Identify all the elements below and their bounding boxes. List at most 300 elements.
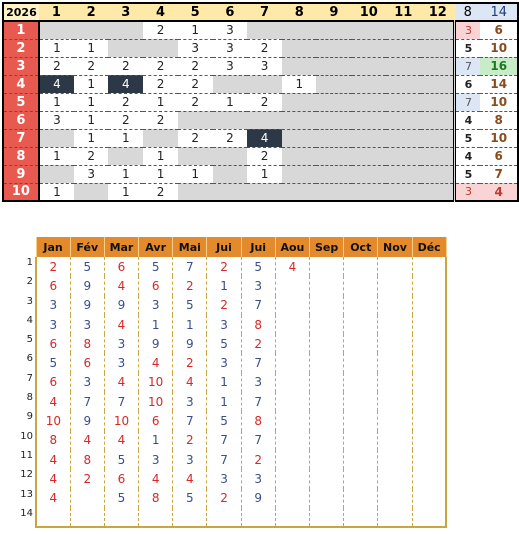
month-cell[interactable] <box>275 373 309 392</box>
month-cell[interactable] <box>275 450 309 469</box>
grid-cell[interactable] <box>316 93 351 111</box>
month-cell[interactable] <box>310 373 344 392</box>
month-cell[interactable]: 4 <box>36 392 70 411</box>
month-cell[interactable] <box>275 334 309 353</box>
grid-cell[interactable]: 1 <box>108 183 143 201</box>
month-cell[interactable] <box>378 296 412 315</box>
grid-cell[interactable]: 1 <box>74 129 108 147</box>
grid-cell[interactable] <box>282 111 316 129</box>
grid-cell[interactable] <box>316 111 351 129</box>
grid-cell[interactable] <box>178 147 213 165</box>
month-cell[interactable] <box>412 411 446 430</box>
month-cell[interactable]: 3 <box>104 334 138 353</box>
grid-cell[interactable] <box>352 39 386 57</box>
month-cell[interactable]: 5 <box>36 353 70 372</box>
month-cell[interactable] <box>412 489 446 508</box>
month-cell[interactable] <box>275 489 309 508</box>
grid-cell[interactable] <box>247 21 282 39</box>
grid-cell[interactable] <box>352 111 386 129</box>
month-cell[interactable]: 9 <box>70 296 104 315</box>
month-cell[interactable] <box>344 508 378 527</box>
month-cell[interactable]: 8 <box>139 489 173 508</box>
month-cell[interactable]: 1 <box>139 431 173 450</box>
grid-cell[interactable] <box>282 147 316 165</box>
grid-cell[interactable] <box>352 75 386 93</box>
month-cell[interactable] <box>344 450 378 469</box>
month-cell[interactable]: 4 <box>104 431 138 450</box>
month-cell[interactable]: 2 <box>173 353 207 372</box>
row-count: 5 <box>455 129 480 147</box>
month-cell[interactable]: 3 <box>173 450 207 469</box>
month-cell[interactable]: 2 <box>173 431 207 450</box>
month-cell[interactable] <box>310 508 344 527</box>
month-cell[interactable]: 5 <box>104 450 138 469</box>
month-cell[interactable]: 3 <box>173 392 207 411</box>
month-cell[interactable]: 6 <box>139 411 173 430</box>
month-cell[interactable] <box>412 296 446 315</box>
grid-cell[interactable] <box>386 111 420 129</box>
month-cell[interactable] <box>310 392 344 411</box>
month-row <box>20 392 446 411</box>
grid-cell[interactable] <box>386 75 420 93</box>
month-cell[interactable]: 9 <box>173 334 207 353</box>
month-cell[interactable] <box>275 411 309 430</box>
grid-cell[interactable] <box>39 165 74 183</box>
summary-header-count: 8 <box>455 3 480 21</box>
month-cell[interactable]: 4 <box>70 431 104 450</box>
grid-cell[interactable] <box>386 183 420 201</box>
month-cell[interactable] <box>378 334 412 353</box>
month-cell[interactable]: 2 <box>241 450 275 469</box>
month-cell[interactable] <box>378 450 412 469</box>
month-cell[interactable] <box>344 334 378 353</box>
month-cell[interactable] <box>412 373 446 392</box>
month-cell[interactable]: 1 <box>139 315 173 334</box>
month-cell[interactable]: 4 <box>139 469 173 488</box>
month-cell[interactable]: 9 <box>70 411 104 430</box>
grid-cell[interactable] <box>316 147 351 165</box>
month-cell[interactable] <box>275 469 309 488</box>
month-cell[interactable]: 7 <box>173 257 207 276</box>
month-cell[interactable]: 7 <box>241 392 275 411</box>
month-cell[interactable]: 3 <box>104 353 138 372</box>
grid-cell[interactable]: 2 <box>143 21 177 39</box>
month-cell[interactable] <box>207 508 241 527</box>
grid-cell[interactable] <box>282 57 316 75</box>
month-cell[interactable]: 10 <box>36 411 70 430</box>
month-cell[interactable]: 3 <box>70 373 104 392</box>
grid-cell[interactable] <box>352 21 386 39</box>
grid-cell[interactable] <box>352 57 386 75</box>
grid-cell[interactable] <box>386 21 420 39</box>
month-cell[interactable] <box>275 315 309 334</box>
grid-cell[interactable]: 3 <box>74 165 108 183</box>
grid-cell[interactable] <box>143 39 177 57</box>
month-cell[interactable] <box>344 296 378 315</box>
grid-cell[interactable] <box>74 183 108 201</box>
grid-cell[interactable] <box>282 183 316 201</box>
month-cell[interactable]: 10 <box>139 392 173 411</box>
grid-cell[interactable] <box>386 93 420 111</box>
grid-cell[interactable] <box>421 57 455 75</box>
month-cell[interactable] <box>378 353 412 372</box>
month-cell[interactable] <box>275 276 309 295</box>
month-cell[interactable]: 3 <box>241 469 275 488</box>
grid-cell[interactable]: 1 <box>143 147 177 165</box>
grid-cell[interactable]: 2 <box>178 57 213 75</box>
month-cell[interactable] <box>412 257 446 276</box>
month-cell[interactable] <box>412 450 446 469</box>
grid-cell[interactable]: 1 <box>178 165 213 183</box>
month-cell[interactable] <box>378 392 412 411</box>
month-cell[interactable]: 4 <box>104 276 138 295</box>
grid-cell[interactable] <box>352 129 386 147</box>
month-cell[interactable] <box>310 450 344 469</box>
month-cell[interactable]: 9 <box>139 334 173 353</box>
month-cell[interactable] <box>378 411 412 430</box>
grid-cell[interactable]: 4 <box>108 75 143 93</box>
month-cell[interactable]: 4 <box>36 450 70 469</box>
grid-cell[interactable]: 4 <box>39 75 74 93</box>
grid-cell[interactable]: 2 <box>143 75 177 93</box>
grid-cell[interactable] <box>421 111 455 129</box>
month-cell[interactable] <box>344 257 378 276</box>
grid-cell[interactable]: 1 <box>143 93 177 111</box>
grid-cell[interactable]: 3 <box>213 21 247 39</box>
grid-cell[interactable] <box>213 75 247 93</box>
grid-cell[interactable] <box>108 21 143 39</box>
month-cell[interactable] <box>275 353 309 372</box>
grid-cell[interactable]: 1 <box>143 165 177 183</box>
month-row <box>20 276 446 295</box>
grid-cell[interactable]: 1 <box>74 111 108 129</box>
grid-cell[interactable] <box>213 111 247 129</box>
month-cell[interactable]: 6 <box>70 353 104 372</box>
month-cell[interactable] <box>378 489 412 508</box>
month-header-row <box>20 237 446 257</box>
grid-cell[interactable]: 1 <box>39 147 74 165</box>
grid-cell[interactable]: 1 <box>213 93 247 111</box>
grid-cell[interactable]: 2 <box>178 129 213 147</box>
grid-cell[interactable] <box>316 165 351 183</box>
month-cell[interactable]: 5 <box>173 296 207 315</box>
month-cell[interactable]: 2 <box>173 276 207 295</box>
grid-cell[interactable] <box>352 183 386 201</box>
month-cell[interactable]: 4 <box>104 373 138 392</box>
grid-cell[interactable] <box>282 21 316 39</box>
grid-cell[interactable]: 2 <box>247 93 282 111</box>
month-cell[interactable] <box>344 489 378 508</box>
grid-cell[interactable]: 1 <box>39 39 74 57</box>
month-cell[interactable]: 3 <box>70 315 104 334</box>
grid-cell[interactable] <box>421 21 455 39</box>
month-cell[interactable] <box>310 489 344 508</box>
month-cell[interactable] <box>378 315 412 334</box>
grid-cell[interactable]: 2 <box>108 111 143 129</box>
grid-cell[interactable] <box>282 93 316 111</box>
grid-cell[interactable] <box>316 57 351 75</box>
month-cell[interactable]: 8 <box>241 315 275 334</box>
grid-cell[interactable] <box>74 21 108 39</box>
month-cell[interactable]: 3 <box>36 315 70 334</box>
grid-cell[interactable] <box>213 183 247 201</box>
month-cell[interactable] <box>412 334 446 353</box>
month-cell[interactable]: 5 <box>70 257 104 276</box>
grid-cell[interactable] <box>316 39 351 57</box>
month-cell[interactable] <box>378 373 412 392</box>
month-cell[interactable]: 10 <box>139 373 173 392</box>
grid-cell[interactable]: 2 <box>74 57 108 75</box>
grid-cell[interactable]: 2 <box>247 39 282 57</box>
grid-cell[interactable] <box>39 21 74 39</box>
month-cell[interactable]: 7 <box>241 353 275 372</box>
month-cell[interactable]: 3 <box>207 315 241 334</box>
grid-cell[interactable] <box>143 129 177 147</box>
grid-cell[interactable] <box>386 165 420 183</box>
month-cell[interactable] <box>310 469 344 488</box>
grid-cell[interactable] <box>316 129 351 147</box>
grid-cell[interactable] <box>352 93 386 111</box>
month-cell[interactable] <box>344 431 378 450</box>
month-cell[interactable]: 9 <box>241 489 275 508</box>
grid-cell[interactable] <box>247 111 282 129</box>
grid-cell[interactable] <box>352 147 386 165</box>
grid-cell[interactable]: 2 <box>143 183 177 201</box>
month-cell[interactable] <box>310 296 344 315</box>
month-cell[interactable]: 4 <box>36 469 70 488</box>
month-cell[interactable] <box>344 373 378 392</box>
month-cell[interactable]: 4 <box>139 353 173 372</box>
month-cell[interactable]: 7 <box>70 392 104 411</box>
month-cell[interactable]: 4 <box>173 373 207 392</box>
grid-cell[interactable]: 2 <box>213 129 247 147</box>
grid-cell[interactable]: 4 <box>247 129 282 147</box>
grid-cell[interactable] <box>108 39 143 57</box>
month-cell[interactable]: 4 <box>173 469 207 488</box>
month-cell[interactable]: 3 <box>139 296 173 315</box>
month-cell[interactable] <box>275 392 309 411</box>
month-cell[interactable] <box>412 276 446 295</box>
month-cell[interactable]: 7 <box>207 431 241 450</box>
month-cell[interactable] <box>412 508 446 527</box>
month-cell[interactable] <box>412 315 446 334</box>
month-cell[interactable]: 8 <box>36 431 70 450</box>
grid-cell[interactable] <box>316 75 351 93</box>
month-cell[interactable]: 8 <box>70 334 104 353</box>
month-cell[interactable] <box>275 296 309 315</box>
month-cell[interactable]: 4 <box>36 489 70 508</box>
month-cell[interactable]: 5 <box>104 489 138 508</box>
grid-cell[interactable] <box>386 39 420 57</box>
month-cell[interactable]: 2 <box>241 334 275 353</box>
grid-cell[interactable]: 3 <box>178 39 213 57</box>
grid-cell[interactable] <box>316 21 351 39</box>
month-cell[interactable] <box>70 508 104 527</box>
month-row <box>20 257 446 276</box>
grid-cell[interactable] <box>282 39 316 57</box>
month-cell[interactable] <box>36 508 70 527</box>
month-cell[interactable]: 5 <box>207 411 241 430</box>
month-cell[interactable] <box>173 508 207 527</box>
year-label: 2026 <box>3 3 39 21</box>
month-cell[interactable]: 2 <box>207 489 241 508</box>
month-cell[interactable] <box>104 508 138 527</box>
grid-cell[interactable] <box>213 147 247 165</box>
grid-cell[interactable] <box>421 93 455 111</box>
grid-cell[interactable]: 1 <box>74 75 108 93</box>
month-cell[interactable] <box>310 334 344 353</box>
month-cell[interactable] <box>275 431 309 450</box>
month-cell[interactable]: 6 <box>139 276 173 295</box>
month-cell[interactable]: 2 <box>207 296 241 315</box>
month-cell[interactable]: 4 <box>275 257 309 276</box>
month-cell[interactable] <box>412 392 446 411</box>
grid-cell[interactable]: 2 <box>143 111 177 129</box>
month-cell[interactable] <box>378 257 412 276</box>
month-cell[interactable]: 2 <box>207 257 241 276</box>
grid-cell[interactable] <box>421 129 455 147</box>
month-cell[interactable]: 2 <box>70 469 104 488</box>
grid-cell[interactable]: 3 <box>213 39 247 57</box>
month-cell[interactable]: 6 <box>104 257 138 276</box>
grid-cell[interactable]: 1 <box>39 183 74 201</box>
month-cell[interactable]: 3 <box>139 450 173 469</box>
month-cell[interactable]: 7 <box>241 296 275 315</box>
grid-cell[interactable]: 2 <box>39 57 74 75</box>
row-count: 7 <box>455 57 480 75</box>
row-count: 4 <box>455 147 480 165</box>
grid-cell[interactable] <box>178 183 213 201</box>
month-cell[interactable]: 1 <box>207 276 241 295</box>
row-number: 2 <box>26 276 33 288</box>
month-cell[interactable]: 1 <box>207 392 241 411</box>
month-cell[interactable] <box>412 353 446 372</box>
month-cell[interactable] <box>344 276 378 295</box>
grid-cell[interactable] <box>282 165 316 183</box>
grid-cell[interactable]: 2 <box>108 57 143 75</box>
grid-cell[interactable] <box>282 129 316 147</box>
month-cell[interactable] <box>139 508 173 527</box>
grid-cell[interactable]: 3 <box>39 111 74 129</box>
grid-cell[interactable] <box>352 165 386 183</box>
grid-cell[interactable]: 1 <box>39 93 74 111</box>
month-cell[interactable] <box>310 276 344 295</box>
month-cell[interactable] <box>344 392 378 411</box>
month-cell[interactable] <box>378 276 412 295</box>
month-cell[interactable]: 9 <box>104 296 138 315</box>
month-cell[interactable] <box>344 315 378 334</box>
grid-cell[interactable] <box>421 39 455 57</box>
month-cell[interactable] <box>344 469 378 488</box>
month-cell[interactable] <box>412 431 446 450</box>
grid-cell[interactable] <box>247 183 282 201</box>
grid-cell[interactable] <box>421 75 455 93</box>
grid-cell[interactable] <box>386 129 420 147</box>
month-cell[interactable]: 7 <box>241 431 275 450</box>
month-cell[interactable] <box>378 469 412 488</box>
grid-cell[interactable] <box>213 165 247 183</box>
grid-cell[interactable]: 1 <box>74 39 108 57</box>
month-cell[interactable]: 5 <box>207 334 241 353</box>
grid-cell[interactable]: 1 <box>74 93 108 111</box>
grid-cell[interactable] <box>108 147 143 165</box>
grid-cell[interactable] <box>421 147 455 165</box>
month-cell[interactable] <box>70 489 104 508</box>
month-cell[interactable]: 9 <box>70 276 104 295</box>
month-cell[interactable]: 8 <box>70 450 104 469</box>
month-cell[interactable]: 5 <box>173 489 207 508</box>
month-cell[interactable]: 6 <box>36 334 70 353</box>
grid-cell[interactable]: 1 <box>108 165 143 183</box>
month-cell[interactable] <box>310 411 344 430</box>
month-cell[interactable]: 1 <box>207 373 241 392</box>
row-label: 2 <box>3 39 39 57</box>
grid-cell[interactable]: 3 <box>213 57 247 75</box>
month-cell[interactable]: 3 <box>207 469 241 488</box>
month-cell[interactable] <box>241 508 275 527</box>
grid-cell[interactable]: 3 <box>247 57 282 75</box>
month-cell[interactable]: 7 <box>173 411 207 430</box>
grid-cell[interactable]: 1 <box>282 75 316 93</box>
grid-cell[interactable] <box>386 147 420 165</box>
grid-cell[interactable]: 2 <box>178 93 213 111</box>
month-cell[interactable]: 5 <box>241 257 275 276</box>
month-cell[interactable]: 5 <box>139 257 173 276</box>
grid-cell[interactable]: 1 <box>247 165 282 183</box>
month-cell[interactable]: 7 <box>104 392 138 411</box>
month-cell[interactable]: 1 <box>173 315 207 334</box>
grid-cell[interactable] <box>316 183 351 201</box>
grid-cell[interactable] <box>247 75 282 93</box>
month-cell[interactable]: 8 <box>241 411 275 430</box>
month-cell[interactable] <box>275 508 309 527</box>
month-cell[interactable]: 3 <box>241 373 275 392</box>
month-cell[interactable] <box>378 431 412 450</box>
grid-cell[interactable] <box>421 183 455 201</box>
month-cell[interactable]: 3 <box>36 296 70 315</box>
month-cell[interactable]: 7 <box>207 450 241 469</box>
grid-cell[interactable] <box>386 57 420 75</box>
grid-cell[interactable] <box>421 165 455 183</box>
month-cell[interactable]: 2 <box>36 257 70 276</box>
month-cell[interactable]: 6 <box>104 469 138 488</box>
grid-cell[interactable] <box>178 111 213 129</box>
month-cell[interactable] <box>310 257 344 276</box>
month-cell[interactable]: 10 <box>104 411 138 430</box>
month-cell[interactable] <box>344 411 378 430</box>
month-cell[interactable] <box>310 315 344 334</box>
month-cell[interactable] <box>412 469 446 488</box>
month-cell[interactable] <box>310 431 344 450</box>
month-header: Jan <box>36 237 70 257</box>
grid-cell[interactable]: 2 <box>178 75 213 93</box>
grid-cell[interactable]: 1 <box>178 21 213 39</box>
month-cell[interactable]: 6 <box>36 276 70 295</box>
month-cell[interactable]: 3 <box>207 353 241 372</box>
grid-cell[interactable]: 1 <box>108 129 143 147</box>
grid-cell[interactable]: 2 <box>143 57 177 75</box>
month-cell[interactable]: 3 <box>241 276 275 295</box>
month-cell[interactable]: 4 <box>104 315 138 334</box>
grid-cell[interactable]: 2 <box>74 147 108 165</box>
month-cell[interactable] <box>310 353 344 372</box>
grid-cell[interactable]: 2 <box>108 93 143 111</box>
grid-cell[interactable]: 2 <box>247 147 282 165</box>
grid-cell[interactable] <box>39 129 74 147</box>
month-cell[interactable] <box>344 353 378 372</box>
month-cell[interactable] <box>378 508 412 527</box>
month-cell[interactable]: 6 <box>36 373 70 392</box>
